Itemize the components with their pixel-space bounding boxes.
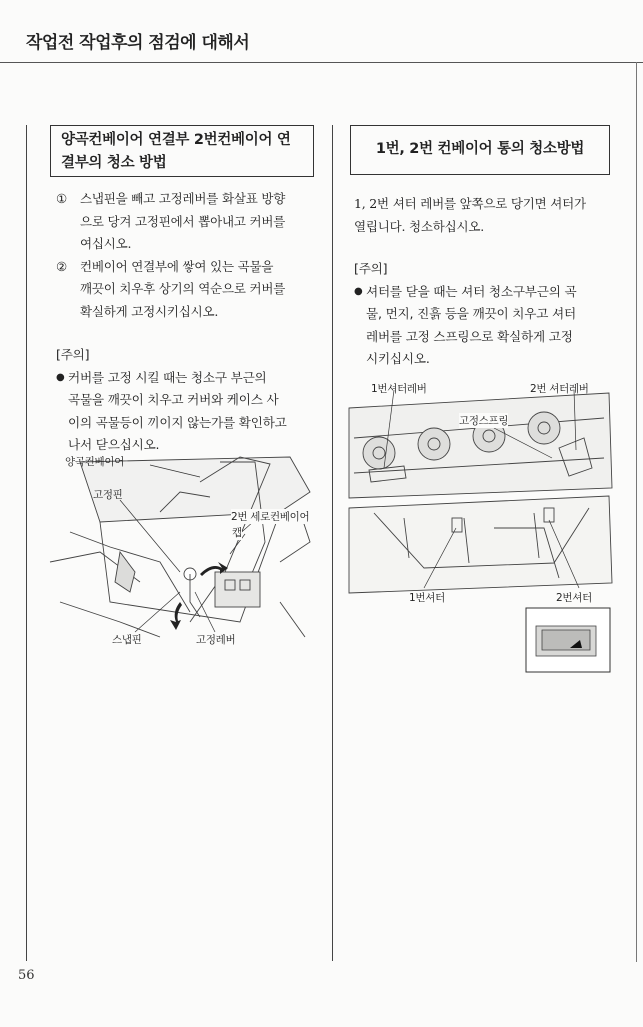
arrow-icon: [170, 602, 182, 630]
label-shutter-lever-2: 2번 셔터레버: [530, 383, 589, 395]
conveyor-cover-illustration: [40, 452, 325, 652]
header-divider: [0, 62, 643, 63]
step-1-line: 스냅핀을 빼고 고정레버를 화살표 방향: [80, 191, 286, 206]
step-1-line: 으로 당겨 고정핀에서 뽑아내고 커버를: [80, 213, 286, 229]
label-grain-conveyor: 양곡컨베이어: [65, 456, 125, 468]
label-fixing-pin: 고정핀: [93, 489, 123, 501]
right-intro-line: 1, 2번 셔터 레버를 앞쪽으로 당기면 셔터가: [354, 196, 586, 211]
label-snap-pin: 스냅핀: [112, 634, 142, 646]
left-caution-line: 커버를 고정 시킬 때는 청소구 부근의: [68, 369, 267, 385]
left-figure: [40, 452, 325, 652]
bullet-icon: ●: [354, 285, 363, 297]
label-shutter-2: 2번셔터: [556, 592, 592, 604]
left-section-title-line2: 결부의 청소 방법: [61, 155, 167, 171]
left-caution-line: 이의 곡물등이 끼이지 않는가를 확인하고: [68, 414, 287, 430]
right-caution-line: 시키십시오.: [366, 351, 430, 366]
left-caution-header: [주의]: [56, 347, 90, 362]
step-2-line: 컨베이어 연결부에 쌓여 있는 곡물을: [80, 258, 274, 274]
left-caution-line: 나서 닫으십시오.: [68, 437, 160, 452]
right-figure: [344, 378, 616, 678]
bullet-icon: ●: [56, 371, 65, 383]
right-caution-line: 레버를 고정 스프링으로 확실하게 고정: [366, 328, 573, 344]
step-2-line: 확실하게 고정시키십시오.: [80, 303, 219, 319]
page-edge-line: [636, 62, 637, 962]
label-fixing-lever: 고정레버: [196, 634, 236, 646]
step-1-line: 여십시오.: [80, 236, 132, 251]
right-caution-header: [주의]: [354, 261, 388, 276]
step-2-line: 깨끗이 치우후 상기의 역순으로 커버를: [80, 281, 286, 296]
label-shutter-1: 1번셔터: [409, 592, 445, 604]
left-caution-item: [56, 367, 318, 457]
left-section-title: [50, 125, 314, 177]
right-caution-line: 셔터를 닫을 때는 셔터 청소구부근의 곡: [366, 283, 577, 299]
page-title: 작업전 작업후의 점검에 대해서: [26, 33, 250, 53]
left-caution: [56, 344, 318, 457]
left-steps: [56, 188, 318, 323]
step-1: [56, 188, 318, 256]
step-2: [56, 256, 318, 324]
step-2-number: ②: [56, 258, 68, 274]
label-fixing-spring: 고정스프링: [459, 415, 509, 427]
right-intro-line: 열립니다. 청소하십시오.: [354, 218, 485, 234]
label-shutter-lever-1: 1번셔터레버: [371, 383, 427, 395]
label-vertical-conveyor: 2번 세로컨베이어: [231, 511, 310, 523]
right-section-title: 1번, 2번 컨베이어 통의 청소방법: [350, 125, 610, 175]
column-divider: [332, 125, 333, 961]
left-margin-rule: [26, 125, 27, 961]
right-intro: [354, 193, 616, 238]
right-caution-line: 물, 먼지, 진흙 등을 깨끗이 치우고 셔터: [366, 306, 576, 321]
label-cap: 캡: [232, 527, 242, 539]
left-section-title-line1: 양곡컨베이어 연결부 2번컨베이어 연: [61, 132, 291, 148]
page-number: 56: [18, 968, 35, 983]
right-caution-item: [354, 281, 616, 371]
left-caution-line: 곡물을 깨끗이 치우고 커버와 케이스 사: [68, 392, 279, 407]
step-1-number: ①: [56, 191, 68, 206]
right-caution: [354, 258, 616, 371]
